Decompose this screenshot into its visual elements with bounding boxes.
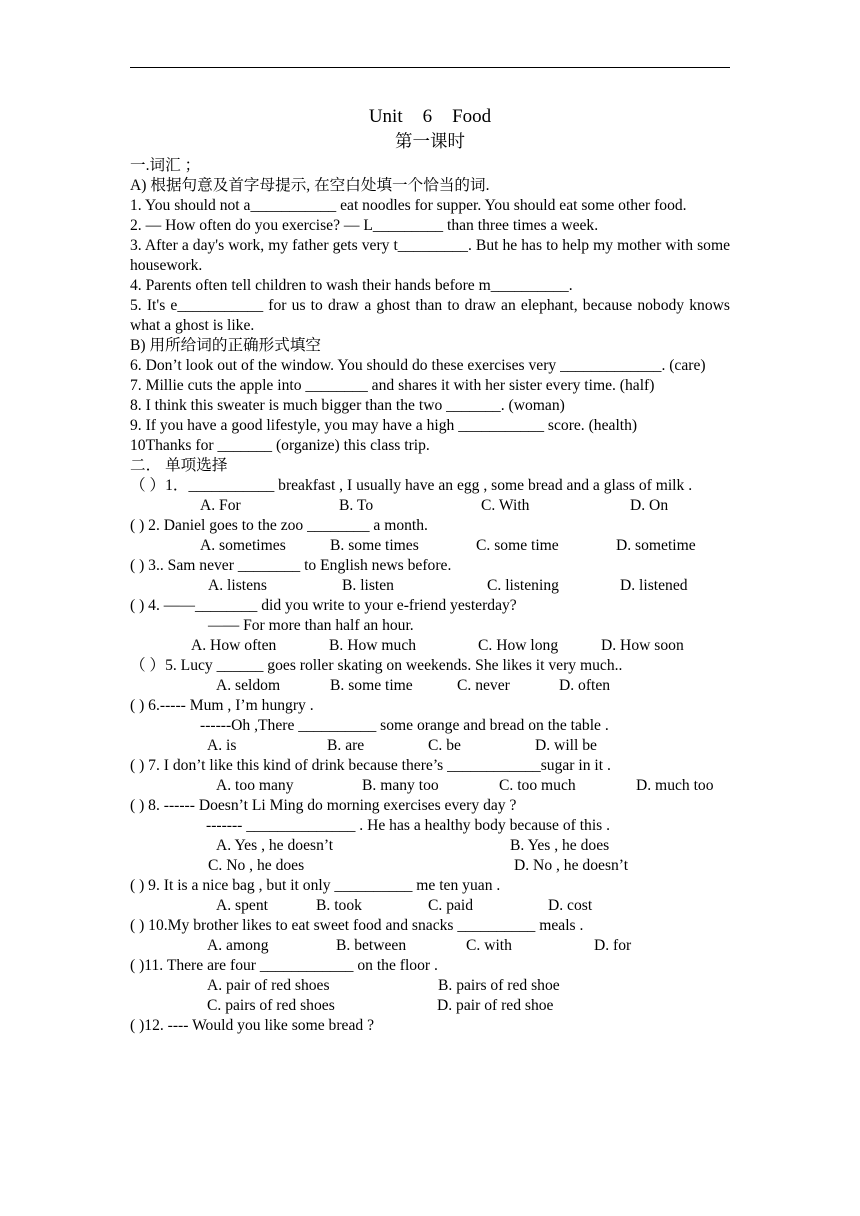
option-a: A. pair of red shoes bbox=[207, 977, 330, 994]
question-3-options bbox=[130, 576, 730, 596]
question-8-stem: ( ) 8. ------ Doesn’t Li Ming do morning exercises every day ? bbox=[130, 797, 517, 814]
option-c: C. How long bbox=[478, 637, 559, 654]
question-2-options bbox=[130, 536, 730, 556]
option-d: D. will be bbox=[535, 737, 597, 754]
option-d: D. much too bbox=[636, 777, 714, 794]
question-11-stem: ( )11. There are four ____________ on the floor . bbox=[130, 957, 438, 974]
option-c: C. be bbox=[428, 737, 461, 754]
question-7-stem: ( ) 7. I don’t like this kind of drink because there’s ____________sugar in it . bbox=[130, 757, 611, 774]
option-d: D. cost bbox=[548, 897, 593, 914]
option-d: D. pair of red shoe bbox=[437, 997, 554, 1014]
form-item-8: 8. I think this sweater is much bigger than the two _______. (woman) bbox=[130, 397, 565, 414]
option-a: A. sometimes bbox=[200, 537, 286, 554]
option-b: B. pairs of red shoe bbox=[438, 977, 560, 994]
question-12-stem: ( )12. ---- Would you like some bread ? bbox=[130, 1017, 374, 1034]
vocab-item-5: 5. It's e___________ for us to draw a ghost than to draw an elephant, because nobody knows what a ghost is like. bbox=[130, 297, 730, 334]
option-b: B. between bbox=[336, 937, 407, 954]
option-d: D. for bbox=[594, 937, 632, 954]
vocab-item-1: 1. You should not a___________ eat noodles for supper. You should eat some other food. bbox=[130, 197, 687, 214]
option-c: C. never bbox=[457, 677, 510, 694]
option-c: C. With bbox=[481, 497, 530, 514]
option-c: C. some time bbox=[476, 537, 559, 554]
section2-heading: 二． 单项选择 bbox=[130, 457, 228, 474]
question-6-reply: ------Oh ,There __________ some orange and bread on the table . bbox=[200, 717, 609, 734]
option-a: A. is bbox=[207, 737, 237, 754]
question-7-options bbox=[130, 776, 730, 796]
partA-heading: A) 根据句意及首字母提示, 在空白处填一个恰当的词. bbox=[130, 177, 490, 194]
question-2-stem: ( ) 2. Daniel goes to the zoo ________ a month. bbox=[130, 517, 428, 534]
question-8-reply: ------- ______________ . He has a healthy body because of this . bbox=[206, 817, 611, 834]
page-subtitle: 第一课时 bbox=[395, 131, 465, 151]
question-6-stem: ( ) 6.----- Mum , I’m hungry . bbox=[130, 697, 314, 714]
vocab-item-3: 3. After a day's work, my father gets very t_________. But he has to help my mother with some housework. bbox=[130, 237, 730, 274]
question-4-reply: —— For more than half an hour. bbox=[208, 617, 414, 634]
form-item-10: 10Thanks for _______ (organize) this class trip. bbox=[130, 437, 430, 454]
option-c: C. too much bbox=[499, 777, 576, 794]
option-a: A. too many bbox=[216, 777, 294, 794]
form-item-9: 9. If you have a good lifestyle, you may have a high ___________ score. (health) bbox=[130, 417, 638, 434]
vocab-item-4: 4. Parents often tell children to wash their hands before m__________. bbox=[130, 277, 573, 294]
title-unit: Unit bbox=[368, 106, 403, 127]
option-d: D. How soon bbox=[601, 637, 684, 654]
option-d: D. On bbox=[630, 497, 669, 514]
option-d: D. listened bbox=[620, 577, 688, 594]
option-b: B. many too bbox=[362, 777, 439, 794]
question-9-stem: ( ) 9. It is a nice bag , but it only __________ me ten yuan . bbox=[130, 877, 501, 894]
option-a: A. seldom bbox=[216, 677, 281, 694]
partB-heading: B) 用所给词的正确形式填空 bbox=[130, 337, 322, 354]
option-b: B. some time bbox=[330, 677, 413, 694]
option-a: A. among bbox=[207, 937, 269, 954]
question-11-options-row2 bbox=[130, 996, 730, 1016]
option-d: D. often bbox=[559, 677, 611, 694]
title-number: 6 bbox=[422, 106, 433, 127]
option-c: C. with bbox=[466, 937, 512, 954]
option-d: D. No , he doesn’t bbox=[514, 857, 629, 874]
option-b: B. To bbox=[339, 497, 374, 514]
option-a: A. listens bbox=[208, 577, 267, 594]
question-8-options-row2 bbox=[130, 856, 730, 876]
header-rule bbox=[130, 67, 730, 68]
question-4-stem: ( ) 4. ——________ did you write to your e-friend yesterday? bbox=[130, 597, 517, 614]
option-b: B. are bbox=[327, 737, 365, 754]
question-10-options bbox=[130, 936, 730, 956]
question-6-options bbox=[130, 736, 730, 756]
option-a: A. spent bbox=[216, 897, 268, 914]
option-c: C. No , he does bbox=[208, 857, 305, 874]
option-c: C. paid bbox=[428, 897, 474, 914]
question-3-stem: ( ) 3.. Sam never ________ to English news before. bbox=[130, 557, 452, 574]
question-11-options-row1 bbox=[130, 976, 730, 996]
form-item-6: 6. Don’t look out of the window. You should do these exercises very _____________. (care) bbox=[130, 357, 706, 374]
option-b: B. listen bbox=[342, 577, 394, 594]
section1-heading: 一.词汇 ； bbox=[130, 157, 201, 174]
question-5-options bbox=[130, 676, 730, 696]
question-10-stem: ( ) 10.My brother likes to eat sweet food and snacks __________ meals . bbox=[130, 917, 584, 934]
title-topic: Food bbox=[452, 106, 492, 127]
option-a: A. Yes , he doesn’t bbox=[216, 837, 334, 854]
option-c: C. listening bbox=[487, 577, 559, 594]
question-1-options bbox=[130, 496, 730, 516]
question-5-stem: （ ）5. Lucy ______ goes roller skating on weekends. She likes it very much.. bbox=[130, 657, 623, 674]
option-b: B. some times bbox=[330, 537, 419, 554]
question-4-options bbox=[130, 636, 730, 656]
option-b: B. took bbox=[316, 897, 362, 914]
option-c: C. pairs of red shoes bbox=[207, 997, 335, 1014]
question-8-options-row1 bbox=[130, 836, 730, 856]
option-d: D. sometime bbox=[616, 537, 696, 554]
form-item-7: 7. Millie cuts the apple into ________ and shares it with her sister every time. (half) bbox=[130, 377, 655, 394]
option-b: B. How much bbox=[329, 637, 417, 654]
question-1-stem: （ ）1．___________ breakfast , I usually have an egg , some bread and a glass of milk . bbox=[130, 477, 693, 494]
option-a: A. For bbox=[200, 497, 241, 514]
worksheet bbox=[130, 106, 730, 1036]
option-a: A. How often bbox=[191, 637, 277, 654]
question-9-options bbox=[130, 896, 730, 916]
page-title bbox=[130, 106, 730, 128]
vocab-item-2: 2. — How often do you exercise? — L_________ than three times a week. bbox=[130, 217, 599, 234]
option-b: B. Yes , he does bbox=[510, 837, 610, 854]
